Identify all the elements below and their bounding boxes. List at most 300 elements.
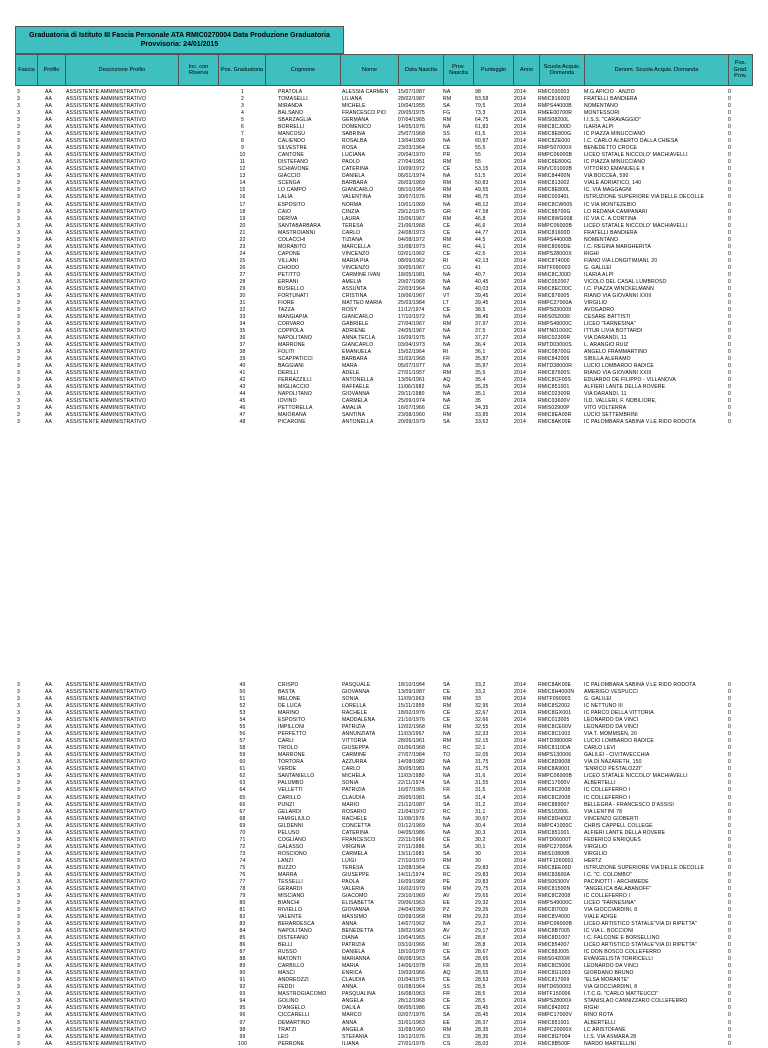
cell-descrizione: ASSISTENTE AMMINISTRATIVO xyxy=(66,180,147,187)
cell-fascia: 3 xyxy=(17,942,20,949)
cell-scuola-codice: RMIC8060DE xyxy=(538,243,571,250)
table-row xyxy=(15,731,753,738)
cell-profilo: AA xyxy=(45,96,53,103)
cell-data-nascita: 25/03/1984 xyxy=(398,299,425,306)
cell-pos-grad-prov: 0 xyxy=(728,850,731,857)
cell-posizione: 80 xyxy=(239,899,246,906)
cell-anno: 2014 xyxy=(514,1026,526,1033)
cell-posizione: 25 xyxy=(239,257,246,264)
cell-nome: DANIELA xyxy=(342,173,365,180)
cell-scuola-nome: ANGELO FRAMMARTINO xyxy=(584,349,648,356)
cell-scuola-codice: RMPS130006 xyxy=(538,752,572,759)
cell-scuola-nome: STANISLAO CANNIZZARO COLLEFERRO xyxy=(584,998,688,1005)
cell-scuola-nome: VIALE ADIGE xyxy=(584,914,618,921)
cell-descrizione: ASSISTENTE AMMINISTRATIVO xyxy=(66,271,147,278)
cell-anno: 2014 xyxy=(514,370,526,377)
table-row xyxy=(15,689,753,696)
cell-descrizione: ASSISTENTE AMMINISTRATIVO xyxy=(66,857,147,864)
cell-cognome: RIVIELLO xyxy=(278,907,303,913)
cell-punteggio: 44,77 xyxy=(475,229,489,236)
cell-anno: 2014 xyxy=(514,419,526,426)
cell-profilo: AA xyxy=(45,689,53,696)
cell-anno: 2014 xyxy=(514,405,526,412)
cell-profilo: AA xyxy=(45,1033,53,1040)
cell-fascia: 3 xyxy=(17,145,20,152)
cell-posizione: 33 xyxy=(239,314,246,320)
table-row xyxy=(15,998,753,1005)
cell-pos-grad-prov: 0 xyxy=(728,328,731,335)
cell-anno: 2014 xyxy=(514,292,526,299)
cell-scuola-nome: VIA DARANDI, 11 xyxy=(584,391,627,398)
cell-descrizione: ASSISTENTE AMMINISTRATIVO xyxy=(66,963,147,970)
cell-anno: 2014 xyxy=(514,871,526,878)
cell-scuola-nome: RIANO VIA GIOVANNI XXIII xyxy=(584,370,652,377)
cell-pos-grad-prov: 0 xyxy=(728,145,731,152)
cell-profilo: AA xyxy=(45,321,53,328)
cell-descrizione: ASSISTENTE AMMINISTRATIVO xyxy=(66,773,147,780)
cell-scuola-codice: RMPS44000B xyxy=(538,236,572,243)
cell-nome: ROSY xyxy=(342,306,358,313)
cell-fascia: 3 xyxy=(17,187,20,194)
cell-posizione: 59 xyxy=(239,752,246,759)
cell-scuola-codice: RMIC8H4000N xyxy=(538,689,575,696)
cell-prov-nascita: CE xyxy=(443,145,451,152)
cell-pos-grad-prov: 0 xyxy=(728,299,731,306)
table-row xyxy=(15,173,753,180)
cell-posizione: 7 xyxy=(241,131,244,138)
cell-fascia: 3 xyxy=(17,850,20,857)
cell-fascia: 3 xyxy=(17,885,20,892)
cell-nome: SONIA xyxy=(342,780,359,787)
cell-scuola-codice: RMIC02300R xyxy=(538,391,571,398)
cell-pos-grad-prov: 0 xyxy=(728,201,731,208)
cell-scuola-nome: G. GALILEI xyxy=(584,696,612,703)
table-row xyxy=(15,816,753,823)
table-row xyxy=(15,300,753,307)
cell-anno: 2014 xyxy=(514,1005,526,1012)
cell-posizione: 91 xyxy=(239,977,246,984)
cell-prov-nascita: NA xyxy=(443,384,451,391)
cell-punteggio: 28,5 xyxy=(475,991,486,998)
cell-data-nascita: 27/01/1976 xyxy=(398,1040,425,1047)
cell-cognome: COGLIANO xyxy=(278,836,307,843)
cell-pos-grad-prov: 0 xyxy=(728,738,731,745)
cell-fascia: 3 xyxy=(17,998,20,1005)
cell-data-nascita: 27/01/1957 xyxy=(398,370,425,377)
cell-posizione: 15 xyxy=(239,187,246,194)
cell-nome: CONCETTA xyxy=(342,822,371,829)
cell-scuola-nome: RIGHI xyxy=(584,1005,599,1012)
cell-prov-nascita: NA xyxy=(443,766,451,773)
table-row xyxy=(15,377,753,384)
cell-cognome: SANTANIELLO xyxy=(278,773,315,780)
cell-fascia: 3 xyxy=(17,780,20,787)
cell-pos-grad-prov: 0 xyxy=(728,815,731,822)
cell-anno: 2014 xyxy=(514,1019,526,1026)
cell-posizione: 8 xyxy=(241,138,244,145)
cell-punteggio: 38,45 xyxy=(475,314,489,320)
cell-posizione: 16 xyxy=(239,194,246,201)
cell-punteggio: 28,8 xyxy=(475,942,486,949)
cell-anno: 2014 xyxy=(514,970,526,977)
cell-anno: 2014 xyxy=(514,759,526,766)
cell-fascia: 3 xyxy=(17,229,20,236)
cell-fascia: 3 xyxy=(17,342,20,349)
cell-cognome: DEMARTINO xyxy=(278,1019,310,1026)
cell-punteggio: 46,8 xyxy=(475,215,486,222)
cell-scuola-codice: RMIC8V4000 xyxy=(538,914,571,921)
cell-profilo: AA xyxy=(45,717,53,724)
cell-fascia: 3 xyxy=(17,89,20,95)
cell-cognome: VERDE xyxy=(278,766,297,773)
cell-anno: 2014 xyxy=(514,377,526,384)
cell-scuola-codice: RMIC8D9008 xyxy=(538,759,571,766)
cell-scuola-nome: HERTZ xyxy=(584,857,602,864)
cell-nome: PAOLO xyxy=(342,159,360,166)
cell-punteggio: 30,3 xyxy=(475,829,486,836)
header-data-nascita: Data Nascita xyxy=(399,55,444,85)
cell-pos-grad-prov: 0 xyxy=(728,921,731,928)
cell-nome: MARA xyxy=(342,363,358,370)
cell-scuola-nome: IC PALOMBARA SABINA V.LE RIDO RODOTA xyxy=(584,419,696,426)
cell-prov-nascita: RM xyxy=(443,696,452,703)
cell-cognome: IMPILLONI xyxy=(278,724,305,731)
table-row xyxy=(15,293,753,300)
cell-profilo: AA xyxy=(45,124,53,131)
cell-punteggio: 33 xyxy=(475,696,481,703)
header-descrizione-profilo: Descrizione Profilo xyxy=(66,55,179,85)
cell-profilo: AA xyxy=(45,703,53,710)
cell-fascia: 3 xyxy=(17,892,20,899)
cell-posizione: 78 xyxy=(239,885,246,892)
cell-descrizione: ASSISTENTE AMMINISTRATIVO xyxy=(66,166,147,173)
cell-prov-nascita: FG xyxy=(443,110,451,117)
cell-descrizione: ASSISTENTE AMMINISTRATIVO xyxy=(66,745,147,752)
table-row xyxy=(15,384,753,391)
cell-fascia: 3 xyxy=(17,349,20,356)
cell-descrizione: ASSISTENTE AMMINISTRATIVO xyxy=(66,1005,147,1012)
cell-scuola-codice: RMIC8C5006 xyxy=(538,963,571,970)
cell-prov-nascita: RM xyxy=(443,857,452,864)
cell-posizione: 90 xyxy=(239,970,246,977)
table-row xyxy=(15,830,753,837)
cell-nome: VALERIA xyxy=(342,885,365,892)
cell-pos-grad-prov: 0 xyxy=(728,243,731,250)
cell-nome: CARMINE IVAN xyxy=(342,271,381,278)
cell-profilo: AA xyxy=(45,180,53,187)
cell-prov-nascita: NA xyxy=(443,759,451,766)
cell-fascia: 3 xyxy=(17,829,20,836)
cell-cognome: FIORE xyxy=(278,299,295,306)
cell-scuola-nome: "ANGELICA BALABANOFF" xyxy=(584,885,652,892)
cell-punteggio: 34,35 xyxy=(475,405,489,412)
cell-prov-nascita: SA xyxy=(443,682,451,688)
cell-cognome: PUNZI xyxy=(278,801,295,808)
cell-fascia: 3 xyxy=(17,689,20,696)
cell-descrizione: ASSISTENTE AMMINISTRATIVO xyxy=(66,370,147,377)
cell-anno: 2014 xyxy=(514,285,526,292)
table-row xyxy=(15,342,753,349)
cell-prov-nascita: NA xyxy=(443,335,451,342)
cell-fascia: 3 xyxy=(17,314,20,320)
header-punteggio: Punteggio xyxy=(474,55,514,85)
cell-data-nascita: 10/04/1965 xyxy=(398,935,425,942)
cell-posizione: 62 xyxy=(239,773,246,780)
cell-scuola-nome: NOMENTANO xyxy=(584,236,619,243)
cell-scuola-nome: RINO ROTA xyxy=(584,1012,614,1019)
cell-scuola-nome: VIA DI NAZARETH, 150 xyxy=(584,759,642,766)
cell-fascia: 3 xyxy=(17,682,20,688)
cell-data-nascita: 03/04/1973 xyxy=(398,342,425,349)
cell-posizione: 24 xyxy=(239,250,246,257)
cell-fascia: 3 xyxy=(17,384,20,391)
cell-posizione: 17 xyxy=(239,201,246,208)
cell-scuola-codice: RMIS05200R xyxy=(538,314,571,320)
cell-prov-nascita: SS xyxy=(443,131,451,138)
cell-descrizione: ASSISTENTE AMMINISTRATIVO xyxy=(66,194,147,201)
table-row xyxy=(15,949,753,956)
cell-scuola-codice: RMIC817009 xyxy=(538,977,570,984)
cell-scuola-nome: LUCIO SETTEMBRINI xyxy=(584,412,638,419)
cell-data-nascita: 06/01/1974 xyxy=(398,173,425,180)
cell-cognome: BALSANO xyxy=(278,110,304,117)
cell-anno: 2014 xyxy=(514,166,526,173)
cell-nome: MARCO xyxy=(342,1012,362,1019)
cell-scuola-nome: VICOLO DEL CASAL LUMBROSO xyxy=(584,278,667,285)
cell-pos-grad-prov: 0 xyxy=(728,1033,731,1040)
cell-prov-nascita: NA xyxy=(443,773,451,780)
cell-punteggio: 30,1 xyxy=(475,843,486,850)
table-row xyxy=(15,398,753,405)
cell-cognome: TRATZI xyxy=(278,1026,297,1033)
cell-anno: 2014 xyxy=(514,738,526,745)
cell-posizione: 54 xyxy=(239,717,246,724)
cell-anno: 2014 xyxy=(514,808,526,815)
cell-scuola-nome: RIGHI xyxy=(584,250,599,257)
cell-pos-grad-prov: 0 xyxy=(728,314,731,320)
cell-posizione: 13 xyxy=(239,173,246,180)
table-row xyxy=(15,1012,753,1019)
cell-pos-grad-prov: 0 xyxy=(728,208,731,215)
cell-profilo: AA xyxy=(45,208,53,215)
table-row xyxy=(15,187,753,194)
cell-scuola-codice: RMVC01000B xyxy=(538,166,573,173)
cell-prov-nascita: NA xyxy=(443,278,451,285)
cell-prov-nascita: NA xyxy=(443,314,451,320)
cell-posizione: 44 xyxy=(239,391,246,398)
cell-cognome: VILLANI xyxy=(278,257,299,264)
cell-punteggio: 39,45 xyxy=(475,299,489,306)
cell-profilo: AA xyxy=(45,1019,53,1026)
table-row xyxy=(15,773,753,780)
cell-pos-grad-prov: 0 xyxy=(728,412,731,419)
cell-prov-nascita: EE xyxy=(443,899,451,906)
cell-pos-grad-prov: 0 xyxy=(728,1026,731,1033)
cell-cognome: ERRANI xyxy=(278,278,299,285)
cell-prov-nascita: PZ xyxy=(443,907,450,913)
cell-scuola-codice: RMIC8B7005 xyxy=(538,928,571,935)
cell-fascia: 3 xyxy=(17,956,20,963)
cell-fascia: 3 xyxy=(17,1040,20,1047)
cell-prov-nascita: RC xyxy=(443,745,451,752)
cell-scuola-codice: RMIC8AK00E xyxy=(538,419,572,426)
cell-data-nascita: 13/09/1987 xyxy=(398,689,425,696)
cell-cognome: BAGGIANI xyxy=(278,363,304,370)
cell-descrizione: ASSISTENTE AMMINISTRATIVO xyxy=(66,907,147,913)
cell-posizione: 87 xyxy=(239,949,246,956)
cell-descrizione: ASSISTENTE AMMINISTRATIVO xyxy=(66,1026,147,1033)
cell-scuola-codice: RMIC8EA00R xyxy=(538,412,572,419)
cell-profilo: AA xyxy=(45,963,53,970)
cell-cognome: PICARONE xyxy=(278,419,306,426)
cell-posizione: 67 xyxy=(239,808,246,815)
cell-scuola-codice: RMIC8G7004 xyxy=(538,1033,571,1040)
cell-pos-grad-prov: 0 xyxy=(728,956,731,963)
cell-descrizione: ASSISTENTE AMMINISTRATIVO xyxy=(66,138,147,145)
cell-cognome: SBARZAGLIA xyxy=(278,117,312,124)
cell-prov-nascita: NA xyxy=(443,391,451,398)
cell-nome: CLAUDIA xyxy=(342,977,366,984)
cell-nome: GIOVANNA xyxy=(342,907,370,913)
cell-profilo: AA xyxy=(45,907,53,913)
cell-anno: 2014 xyxy=(514,299,526,306)
cell-posizione: 41 xyxy=(239,370,246,377)
header-scuola-acquis: Scuola Acquis. Domanda xyxy=(540,55,585,85)
cell-fascia: 3 xyxy=(17,710,20,717)
cell-prov-nascita: CG xyxy=(443,264,451,271)
cell-scuola-nome: ILARIA ALPI xyxy=(584,271,614,278)
cell-data-nascita: 16/07/1965 xyxy=(398,787,425,794)
cell-descrizione: ASSISTENTE AMMINISTRATIVO xyxy=(66,801,147,808)
cell-data-nascita: 16/09/1968 xyxy=(398,878,425,885)
cell-fascia: 3 xyxy=(17,1033,20,1040)
cell-profilo: AA xyxy=(45,836,53,843)
table-row xyxy=(15,858,753,865)
cell-profilo: AA xyxy=(45,984,53,991)
cell-nome: ANNA xyxy=(342,1019,357,1026)
cell-data-nascita: 23/10/1969 xyxy=(398,892,425,899)
cell-data-nascita: 22/03/1964 xyxy=(398,285,425,292)
cell-profilo: AA xyxy=(45,166,53,173)
cell-pos-grad-prov: 0 xyxy=(728,264,731,271)
cell-profilo: AA xyxy=(45,159,53,166)
cell-prov-nascita: RI xyxy=(443,349,449,356)
cell-descrizione: ASSISTENTE AMMINISTRATIVO xyxy=(66,780,147,787)
cell-punteggio: 29,83 xyxy=(475,864,489,871)
cell-scuola-codice: RMIC8AK00E xyxy=(538,682,572,688)
cell-anno: 2014 xyxy=(514,349,526,356)
table-row xyxy=(15,935,753,942)
cell-scuola-codice: RMIC052007 xyxy=(538,278,570,285)
cell-anno: 2014 xyxy=(514,321,526,328)
cell-scuola-nome: GALILEI - CIVITAVECCHIA xyxy=(584,752,650,759)
cell-anno: 2014 xyxy=(514,892,526,899)
table-row xyxy=(15,1027,753,1034)
cell-data-nascita: 01/12/1969 xyxy=(398,822,425,829)
cell-data-nascita: 18/10/1978 xyxy=(398,949,425,956)
cell-anno: 2014 xyxy=(514,928,526,935)
cell-descrizione: ASSISTENTE AMMINISTRATIVO xyxy=(66,377,147,384)
cell-profilo: AA xyxy=(45,285,53,292)
cell-data-nascita: 11/06/1982 xyxy=(398,384,425,391)
cell-anno: 2014 xyxy=(514,843,526,850)
cell-cognome: CAIO xyxy=(278,208,292,215)
cell-fascia: 3 xyxy=(17,871,20,878)
table-row xyxy=(15,977,753,984)
cell-cognome: FERRAZZILLI xyxy=(278,377,312,384)
cell-nome: DOMENICO xyxy=(342,124,372,131)
cell-pos-grad-prov: 0 xyxy=(728,703,731,710)
cell-data-nascita: 16/07/1966 xyxy=(398,405,425,412)
cell-anno: 2014 xyxy=(514,787,526,794)
cell-punteggio: 73,3 xyxy=(475,110,486,117)
cell-nome: GIUSEPPE xyxy=(342,871,370,878)
cell-prov-nascita: NA xyxy=(443,328,451,335)
cell-punteggio: 33,2 xyxy=(475,689,486,696)
cell-prov-nascita: RC xyxy=(443,243,451,250)
cell-posizione: 65 xyxy=(239,794,246,801)
cell-scuola-nome: LICEO STATALE NICCOLO' MACHIAVELLI xyxy=(584,152,688,159)
cell-nome: RACHELE xyxy=(342,710,368,717)
cell-data-nascita: 20/06/1963 xyxy=(398,899,425,906)
cell-scuola-nome: IC PARCO DELLA VITTORIA xyxy=(584,710,654,717)
table-row xyxy=(15,244,753,251)
cell-fascia: 3 xyxy=(17,1026,20,1033)
cell-punteggio: 28,5 xyxy=(475,984,486,991)
cell-pos-grad-prov: 0 xyxy=(728,405,731,412)
cell-pos-grad-prov: 0 xyxy=(728,907,731,913)
table-row xyxy=(15,914,753,921)
cell-posizione: 79 xyxy=(239,892,246,899)
cell-anno: 2014 xyxy=(514,822,526,829)
cell-pos-grad-prov: 0 xyxy=(728,110,731,117)
cell-data-nascita: 14/08/1982 xyxy=(398,759,425,766)
cell-prov-nascita: CE xyxy=(443,306,451,313)
cell-prov-nascita: RM xyxy=(443,159,452,166)
cell-punteggio: 28,55 xyxy=(475,970,489,977)
cell-scuola-codice: RMIC030003 xyxy=(538,89,570,95)
cell-anno: 2014 xyxy=(514,110,526,117)
table-row xyxy=(15,419,753,426)
cell-data-nascita: 15/02/1964 xyxy=(398,349,425,356)
table-row xyxy=(15,787,753,794)
cell-posizione: 22 xyxy=(239,236,246,243)
cell-prov-nascita: CE xyxy=(443,250,451,257)
cell-data-nascita: 02/08/1968 xyxy=(398,914,425,921)
cell-nome: AZZURRA xyxy=(342,759,368,766)
cell-prov-nascita: FR xyxy=(443,356,451,363)
cell-fascia: 3 xyxy=(17,822,20,829)
cell-nome: MATTEO MARIA xyxy=(342,299,383,306)
cell-descrizione: ASSISTENTE AMMINISTRATIVO xyxy=(66,321,147,328)
cell-fascia: 3 xyxy=(17,703,20,710)
cell-scuola-nome: IC VIA L. BOCCIONI xyxy=(584,928,634,935)
cell-nome: GIOVANNA xyxy=(342,689,370,696)
cell-descrizione: ASSISTENTE AMMINISTRATIVO xyxy=(66,956,147,963)
cell-anno: 2014 xyxy=(514,857,526,864)
cell-nome: ANGELA xyxy=(342,1026,364,1033)
cell-scuola-codice: RMIS04200R xyxy=(538,956,571,963)
cell-nome: GABRIELE xyxy=(342,321,369,328)
table-row xyxy=(15,110,753,117)
cell-profilo: AA xyxy=(45,342,53,349)
cell-scuola-codice: RMIC8CF00S xyxy=(538,377,572,384)
cell-prov-nascita: FR xyxy=(443,991,451,998)
table-row xyxy=(15,942,753,949)
cell-profilo: AA xyxy=(45,292,53,299)
cell-descrizione: ASSISTENTE AMMINISTRATIVO xyxy=(66,173,147,180)
cell-anno: 2014 xyxy=(514,314,526,320)
